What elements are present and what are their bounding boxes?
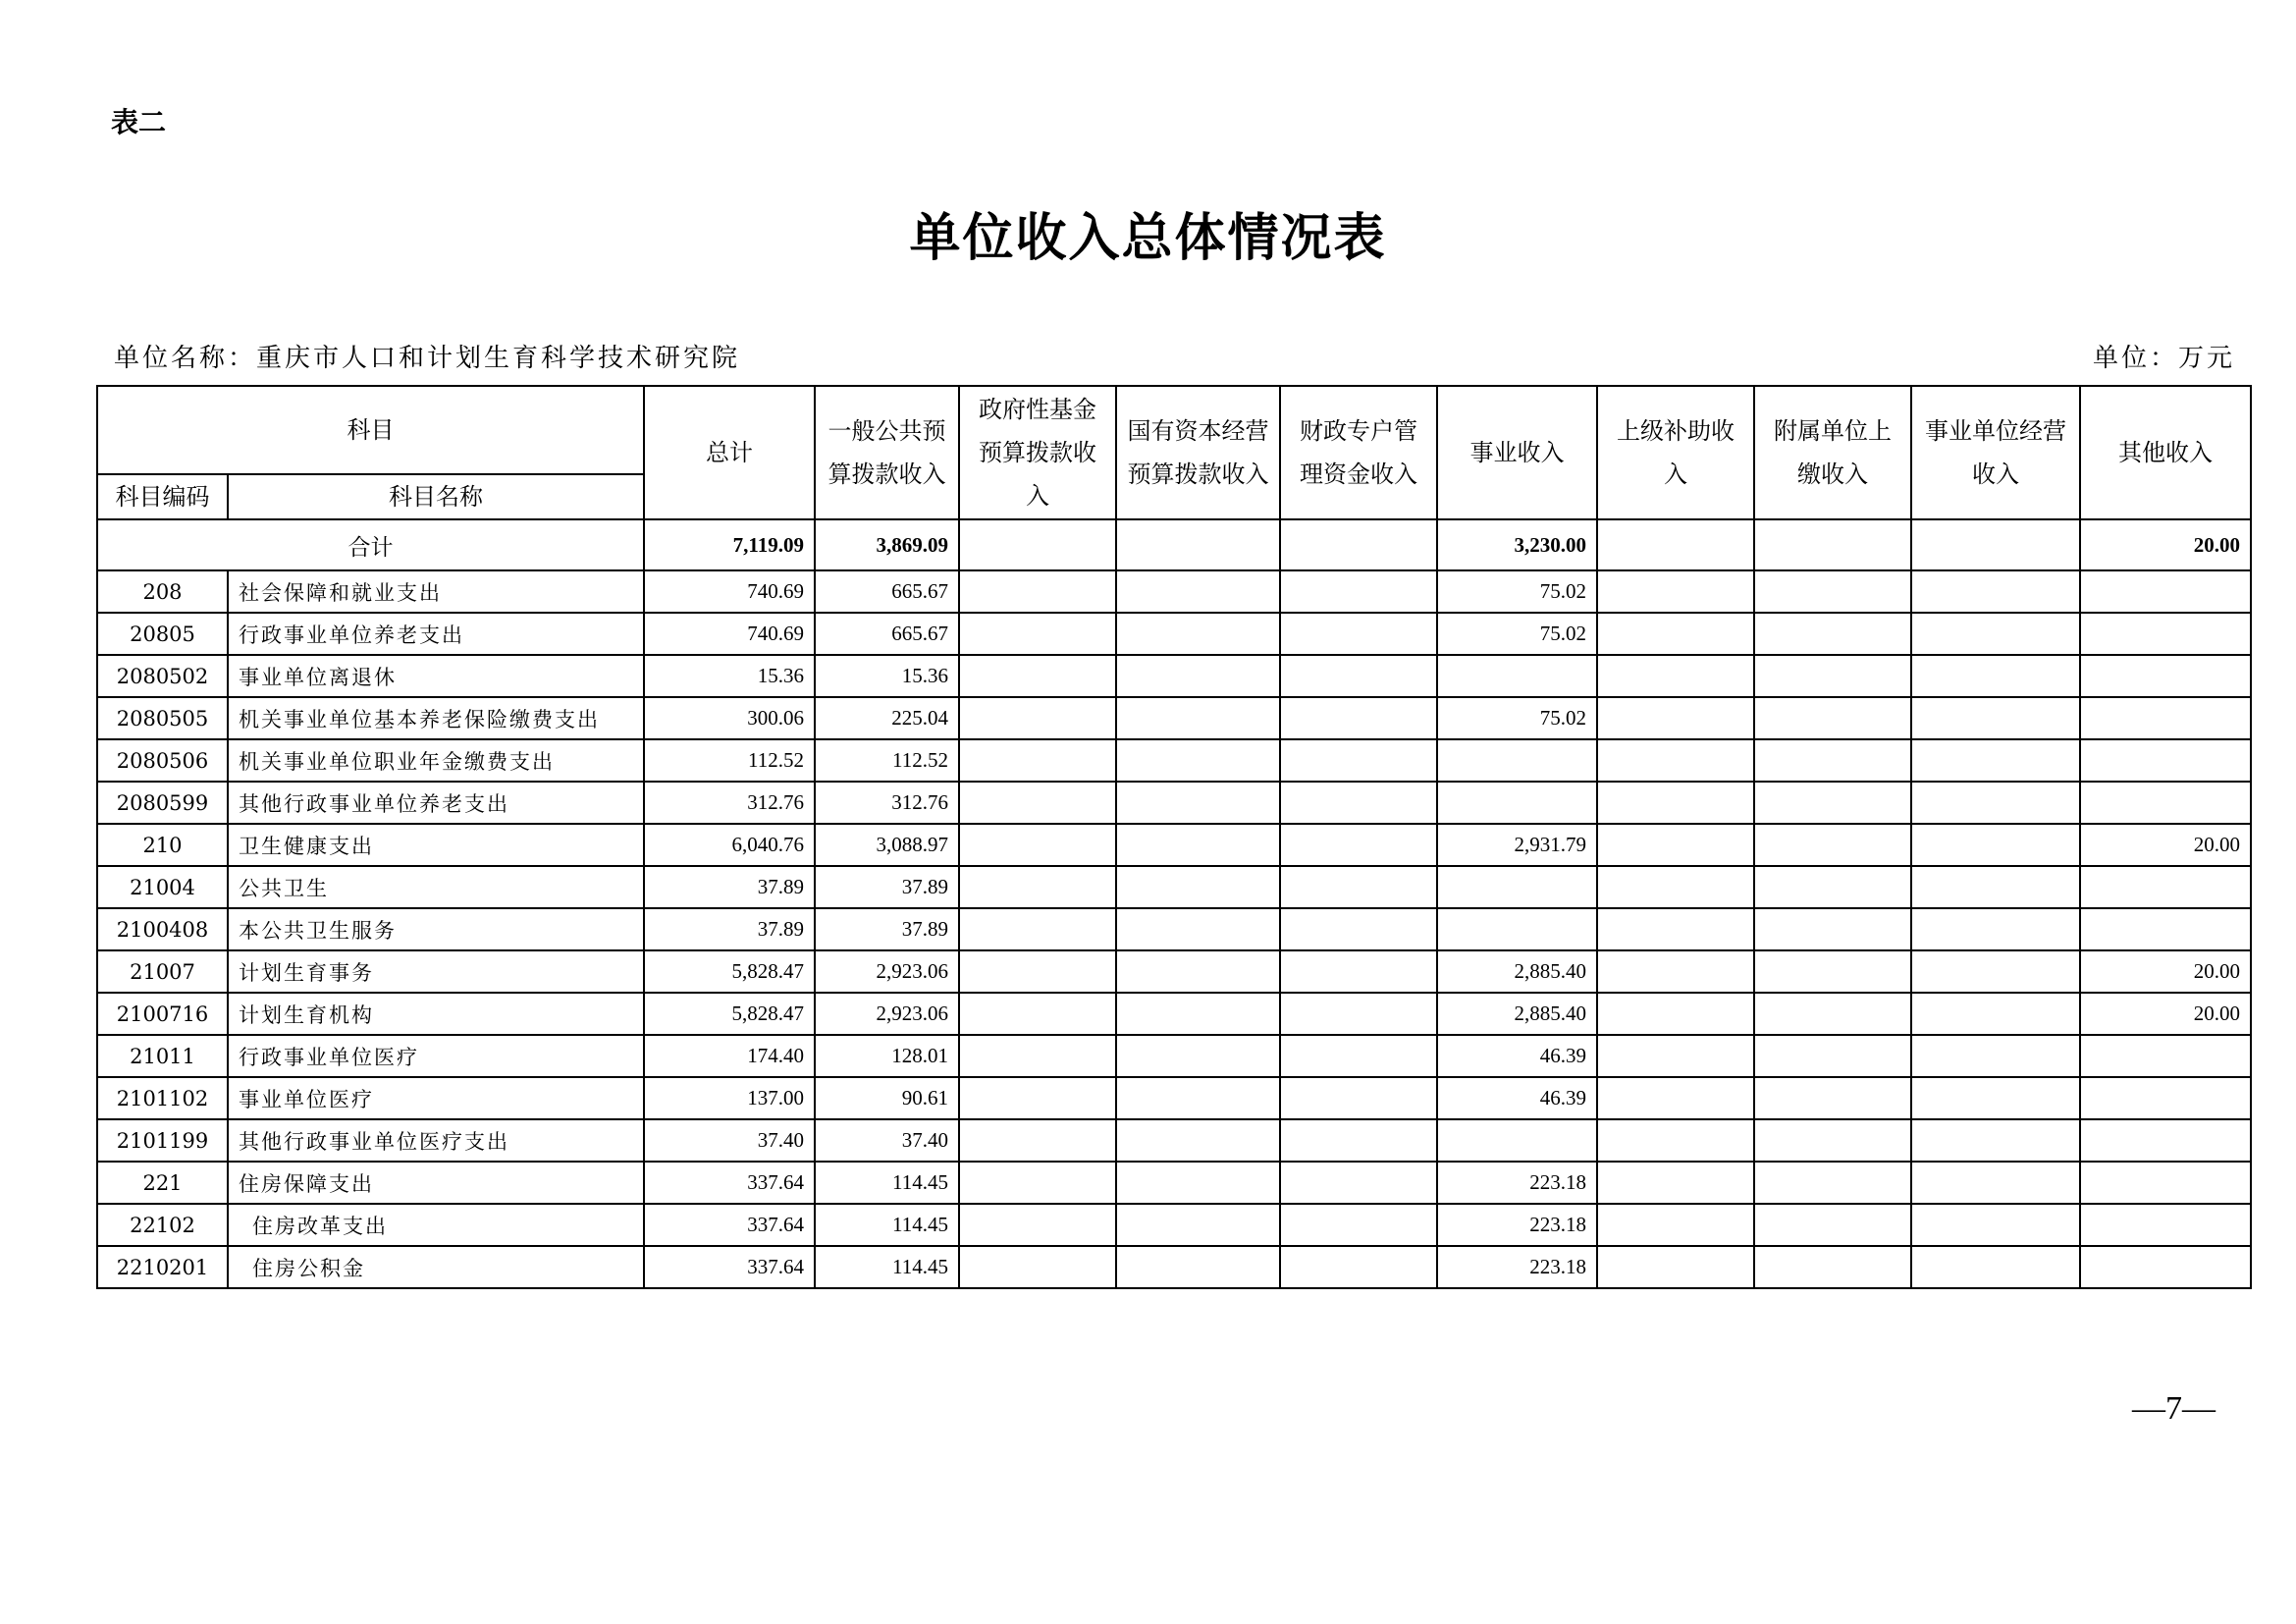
total-row	[97, 519, 2251, 570]
cell-value	[1116, 993, 1280, 1035]
subject-code: 2101199	[97, 1119, 228, 1162]
cell-value	[1116, 613, 1280, 655]
total-label: 合计	[97, 519, 644, 570]
cell-value	[1116, 1035, 1280, 1077]
cell-value	[1280, 655, 1437, 697]
cell-value	[1280, 613, 1437, 655]
subject-name: 行政事业单位养老支出	[228, 613, 644, 655]
cell-value: 2,885.40	[1437, 993, 1597, 1035]
subject-name: 事业单位医疗	[228, 1077, 644, 1119]
subject-code: 210	[97, 824, 228, 866]
cell-value	[1911, 1119, 2080, 1162]
cell-value: 15.36	[815, 655, 959, 697]
subject-code: 221	[97, 1162, 228, 1204]
cell-value	[1754, 1077, 1911, 1119]
subject-name: 事业单位离退休	[228, 655, 644, 697]
cell-value	[2080, 1204, 2251, 1246]
page-number: —7—	[2132, 1390, 2216, 1427]
cell-value: 312.76	[644, 782, 815, 824]
cell-value	[1116, 739, 1280, 782]
cell-value: 114.45	[815, 1246, 959, 1288]
table-row	[97, 993, 2251, 1035]
cell-value: 665.67	[815, 613, 959, 655]
cell-value: 337.64	[644, 1204, 815, 1246]
subject-name: 计划生育机构	[228, 993, 644, 1035]
table-row	[97, 697, 2251, 739]
cell-value: 3,088.97	[815, 824, 959, 866]
cell-value	[1116, 570, 1280, 613]
cell-value	[1280, 1077, 1437, 1119]
cell-value	[2080, 1162, 2251, 1204]
cell-value: 37.40	[815, 1119, 959, 1162]
cell-value: 37.40	[644, 1119, 815, 1162]
table-row	[97, 950, 2251, 993]
cell-value	[1754, 1162, 1911, 1204]
cell-value	[1754, 782, 1911, 824]
unit-label: 单位：万元	[2092, 344, 2235, 373]
cell-value	[2080, 1246, 2251, 1288]
table-row	[97, 655, 2251, 697]
table-row	[97, 1035, 2251, 1077]
cell-value: 37.89	[815, 866, 959, 908]
subject-name: 公共卫生	[228, 866, 644, 908]
cell-value: 75.02	[1437, 570, 1597, 613]
table-row	[97, 1204, 2251, 1246]
subject-code: 22102	[97, 1204, 228, 1246]
cell-value	[959, 1035, 1116, 1077]
total-value: 7,119.09	[644, 519, 815, 570]
cell-value	[1116, 950, 1280, 993]
cell-value	[1597, 1162, 1754, 1204]
cell-value: 6,040.76	[644, 824, 815, 866]
header-name: 科目名称	[228, 474, 644, 519]
cell-value	[2080, 613, 2251, 655]
cell-value: 337.64	[644, 1162, 815, 1204]
cell-value	[1597, 1204, 1754, 1246]
cell-value	[1754, 950, 1911, 993]
cell-value: 2,885.40	[1437, 950, 1597, 993]
cell-value: 46.39	[1437, 1035, 1597, 1077]
cell-value	[1911, 697, 2080, 739]
cell-value: 137.00	[644, 1077, 815, 1119]
cell-value	[1116, 697, 1280, 739]
table-row	[97, 739, 2251, 782]
cell-value	[2080, 908, 2251, 950]
subject-code: 2101102	[97, 1077, 228, 1119]
total-value	[1911, 519, 2080, 570]
cell-value	[959, 1204, 1116, 1246]
cell-value	[959, 1077, 1116, 1119]
cell-value	[959, 866, 1116, 908]
subject-name: 其他行政事业单位医疗支出	[228, 1119, 644, 1162]
subject-name: 机关事业单位职业年金缴费支出	[228, 739, 644, 782]
subject-code: 208	[97, 570, 228, 613]
subject-code: 21007	[97, 950, 228, 993]
cell-value: 90.61	[815, 1077, 959, 1119]
cell-value	[1437, 1119, 1597, 1162]
cell-value: 223.18	[1437, 1204, 1597, 1246]
cell-value	[1754, 613, 1911, 655]
cell-value	[1911, 655, 2080, 697]
cell-value	[1597, 739, 1754, 782]
cell-value	[959, 950, 1116, 993]
cell-value	[959, 824, 1116, 866]
table-row	[97, 1246, 2251, 1288]
cell-value: 20.00	[2080, 950, 2251, 993]
cell-value: 128.01	[815, 1035, 959, 1077]
cell-value	[1754, 993, 1911, 1035]
header-subject: 科目	[97, 386, 644, 474]
table-row	[97, 866, 2251, 908]
cell-value: 75.02	[1437, 613, 1597, 655]
cell-value: 114.45	[815, 1162, 959, 1204]
subject-name: 卫生健康支出	[228, 824, 644, 866]
header-affiliated-income: 附属单位上缴收入	[1754, 386, 1911, 519]
cell-value	[1597, 1035, 1754, 1077]
cell-value: 20.00	[2080, 824, 2251, 866]
cell-value	[1116, 1204, 1280, 1246]
table-label: 表二	[111, 106, 167, 138]
income-table	[96, 385, 2252, 1289]
cell-value: 2,923.06	[815, 993, 959, 1035]
cell-value: 300.06	[644, 697, 815, 739]
cell-value	[1754, 570, 1911, 613]
total-value	[1597, 519, 1754, 570]
cell-value	[959, 697, 1116, 739]
subject-code: 20805	[97, 613, 228, 655]
cell-value	[1911, 1162, 2080, 1204]
subject-name: 住房公积金	[228, 1246, 644, 1288]
cell-value	[1754, 824, 1911, 866]
subject-code: 2080599	[97, 782, 228, 824]
cell-value	[1437, 908, 1597, 950]
cell-value	[1280, 866, 1437, 908]
table-row	[97, 570, 2251, 613]
cell-value	[1597, 1119, 1754, 1162]
subject-code: 2100716	[97, 993, 228, 1035]
cell-value: 740.69	[644, 613, 815, 655]
subject-code: 21011	[97, 1035, 228, 1077]
cell-value	[1597, 570, 1754, 613]
subject-name: 计划生育事务	[228, 950, 644, 993]
cell-value	[1754, 1119, 1911, 1162]
total-value: 3,230.00	[1437, 519, 1597, 570]
cell-value: 740.69	[644, 570, 815, 613]
cell-value	[1280, 1162, 1437, 1204]
cell-value	[1754, 866, 1911, 908]
cell-value	[1116, 1162, 1280, 1204]
cell-value	[959, 739, 1116, 782]
header-superior-subsidy: 上级补助收入	[1597, 386, 1754, 519]
cell-value: 15.36	[644, 655, 815, 697]
unit-name: 单位名称：重庆市人口和计划生育科学技术研究院	[114, 344, 741, 373]
cell-value: 75.02	[1437, 697, 1597, 739]
cell-value	[2080, 570, 2251, 613]
cell-value	[1754, 739, 1911, 782]
cell-value: 337.64	[644, 1246, 815, 1288]
subject-name: 机关事业单位基本养老保险缴费支出	[228, 697, 644, 739]
cell-value	[1597, 1077, 1754, 1119]
cell-value: 5,828.47	[644, 993, 815, 1035]
cell-value	[1280, 782, 1437, 824]
cell-value: 37.89	[644, 908, 815, 950]
cell-value	[1597, 993, 1754, 1035]
cell-value: 174.40	[644, 1035, 815, 1077]
subject-name: 本公共卫生服务	[228, 908, 644, 950]
cell-value	[959, 1162, 1116, 1204]
subject-code: 2080502	[97, 655, 228, 697]
cell-value	[1597, 908, 1754, 950]
table-row	[97, 1162, 2251, 1204]
cell-value	[1437, 739, 1597, 782]
table-row	[97, 908, 2251, 950]
cell-value	[959, 570, 1116, 613]
subject-code: 21004	[97, 866, 228, 908]
cell-value	[1911, 908, 2080, 950]
cell-value	[1437, 655, 1597, 697]
cell-value: 5,828.47	[644, 950, 815, 993]
header-total: 总计	[644, 386, 815, 519]
cell-value	[2080, 655, 2251, 697]
cell-value	[1754, 1035, 1911, 1077]
cell-value	[1911, 782, 2080, 824]
cell-value	[1280, 1204, 1437, 1246]
cell-value	[1116, 1246, 1280, 1288]
cell-value	[959, 1246, 1116, 1288]
cell-value	[1280, 993, 1437, 1035]
header-business-income: 事业收入	[1437, 386, 1597, 519]
cell-value: 112.52	[815, 739, 959, 782]
cell-value: 114.45	[815, 1204, 959, 1246]
table-row	[97, 824, 2251, 866]
cell-value	[2080, 1119, 2251, 1162]
cell-value	[2080, 782, 2251, 824]
cell-value	[1754, 697, 1911, 739]
total-value: 20.00	[2080, 519, 2251, 570]
cell-value: 665.67	[815, 570, 959, 613]
total-value	[1754, 519, 1911, 570]
header-general-budget: 一般公共预算拨款收入	[815, 386, 959, 519]
cell-value	[1280, 739, 1437, 782]
cell-value	[1911, 1204, 2080, 1246]
cell-value	[1911, 739, 2080, 782]
cell-value: 112.52	[644, 739, 815, 782]
cell-value	[1437, 866, 1597, 908]
cell-value	[1911, 570, 2080, 613]
cell-value	[1754, 1246, 1911, 1288]
cell-value	[2080, 739, 2251, 782]
subject-name: 其他行政事业单位养老支出	[228, 782, 644, 824]
cell-value	[1280, 697, 1437, 739]
subject-code: 2100408	[97, 908, 228, 950]
cell-value	[1597, 1246, 1754, 1288]
table-body	[97, 519, 2251, 1288]
cell-value	[1911, 824, 2080, 866]
cell-value	[2080, 697, 2251, 739]
header-state-capital: 国有资本经营预算拨款收入	[1116, 386, 1280, 519]
total-value: 3,869.09	[815, 519, 959, 570]
subject-code: 2080505	[97, 697, 228, 739]
subject-name: 住房保障支出	[228, 1162, 644, 1204]
cell-value	[1116, 1119, 1280, 1162]
table-row	[97, 613, 2251, 655]
cell-value: 223.18	[1437, 1162, 1597, 1204]
cell-value	[959, 613, 1116, 655]
cell-value	[2080, 1077, 2251, 1119]
cell-value	[1911, 1246, 2080, 1288]
cell-value	[1754, 655, 1911, 697]
cell-value	[959, 655, 1116, 697]
cell-value: 37.89	[644, 866, 815, 908]
cell-value	[959, 908, 1116, 950]
cell-value: 223.18	[1437, 1246, 1597, 1288]
cell-value	[1116, 908, 1280, 950]
cell-value: 2,923.06	[815, 950, 959, 993]
cell-value	[1597, 782, 1754, 824]
cell-value: 20.00	[2080, 993, 2251, 1035]
cell-value	[1754, 908, 1911, 950]
header-fiscal-special: 财政专户管理资金收入	[1280, 386, 1437, 519]
cell-value: 225.04	[815, 697, 959, 739]
cell-value: 46.39	[1437, 1077, 1597, 1119]
subject-name: 社会保障和就业支出	[228, 570, 644, 613]
subject-code: 2210201	[97, 1246, 228, 1288]
total-value	[959, 519, 1116, 570]
cell-value	[1911, 1035, 2080, 1077]
table-row	[97, 1077, 2251, 1119]
cell-value	[959, 1119, 1116, 1162]
cell-value	[1280, 950, 1437, 993]
cell-value	[1280, 1246, 1437, 1288]
header-other-income: 其他收入	[2080, 386, 2251, 519]
cell-value	[1911, 950, 2080, 993]
cell-value	[1911, 613, 2080, 655]
cell-value: 2,931.79	[1437, 824, 1597, 866]
cell-value	[1280, 1035, 1437, 1077]
header-row-top	[97, 386, 2251, 474]
cell-value	[2080, 866, 2251, 908]
cell-value	[1116, 866, 1280, 908]
header-operating-income: 事业单位经营收入	[1911, 386, 2080, 519]
header-gov-fund: 政府性基金预算拨款收入	[959, 386, 1116, 519]
subject-name: 住房改革支出	[228, 1204, 644, 1246]
cell-value	[1116, 824, 1280, 866]
cell-value	[1911, 1077, 2080, 1119]
cell-value	[1116, 1077, 1280, 1119]
cell-value: 37.89	[815, 908, 959, 950]
cell-value	[1437, 782, 1597, 824]
subject-name: 行政事业单位医疗	[228, 1035, 644, 1077]
cell-value	[1280, 570, 1437, 613]
cell-value	[1911, 866, 2080, 908]
cell-value	[959, 782, 1116, 824]
cell-value	[1116, 655, 1280, 697]
cell-value	[1597, 824, 1754, 866]
cell-value	[1280, 824, 1437, 866]
total-value	[1116, 519, 1280, 570]
cell-value	[1911, 993, 2080, 1035]
cell-value	[1597, 866, 1754, 908]
cell-value	[1597, 655, 1754, 697]
subject-code: 2080506	[97, 739, 228, 782]
table-row	[97, 1119, 2251, 1162]
total-value	[1280, 519, 1437, 570]
cell-value: 312.76	[815, 782, 959, 824]
cell-value	[959, 993, 1116, 1035]
cell-value	[1597, 697, 1754, 739]
cell-value	[1754, 1204, 1911, 1246]
cell-value	[1597, 950, 1754, 993]
header-code: 科目编码	[97, 474, 228, 519]
page-title: 单位收入总体情况表	[909, 208, 1387, 268]
cell-value	[1597, 613, 1754, 655]
cell-value	[2080, 1035, 2251, 1077]
cell-value	[1280, 1119, 1437, 1162]
cell-value	[1280, 908, 1437, 950]
table-row	[97, 782, 2251, 824]
cell-value	[1116, 782, 1280, 824]
